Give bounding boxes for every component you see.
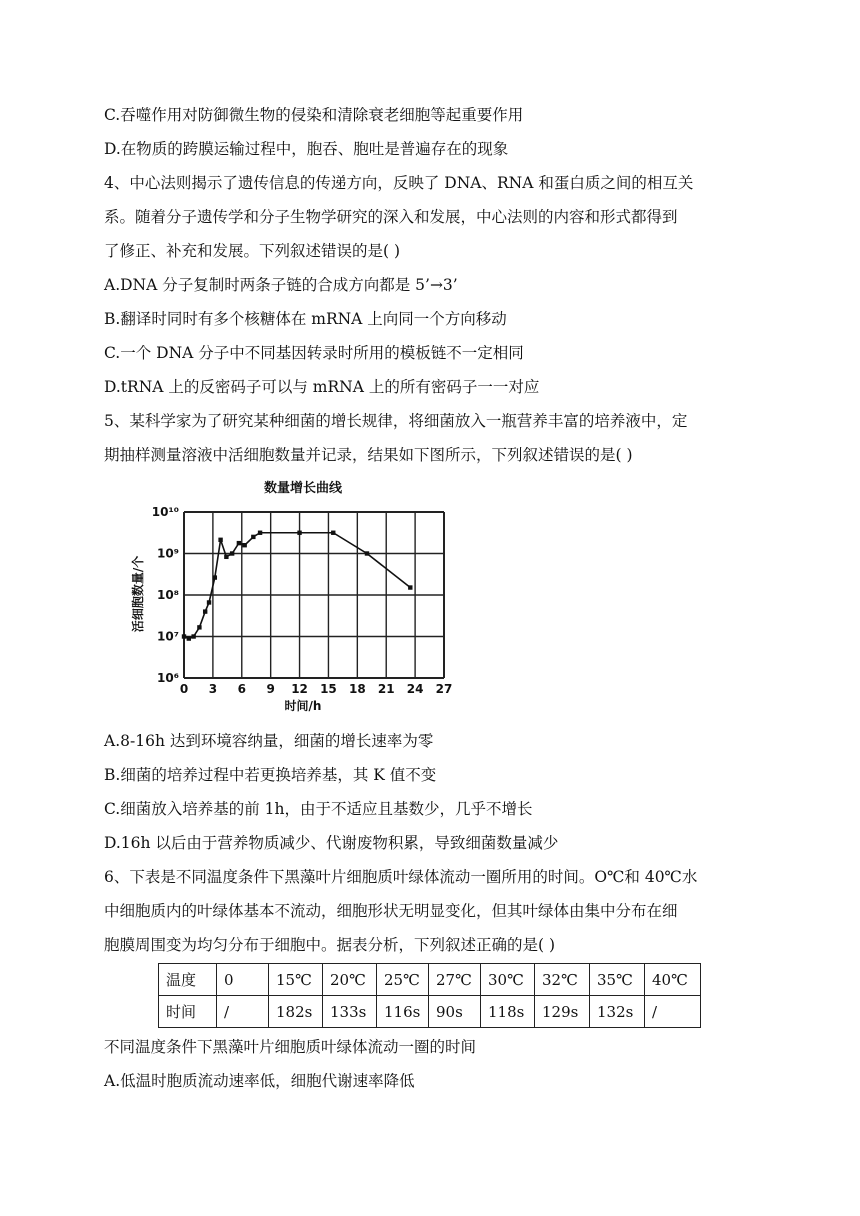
option-b: B.细菌的培养过程中若更换培养基，其 K 值不变: [104, 766, 437, 784]
x-tick-label: 18: [348, 682, 366, 696]
x-tick-label: 15: [320, 682, 337, 696]
data-point: [213, 575, 217, 579]
table-cell: 30℃: [481, 964, 535, 996]
table-cell: 182s: [269, 996, 323, 1028]
data-point: [331, 531, 335, 535]
table-cell: 133s: [323, 996, 377, 1028]
option-d: D.16h 以后由于营养物质减少、代谢废物积累，导致细菌数量减少: [104, 834, 559, 852]
plot-area: [152, 505, 453, 696]
table-cell: 40℃: [645, 964, 701, 996]
text-line: 系。随着分子遗传学和分子生物学研究的深入和发展，中心法则的内容和形式都得到: [104, 208, 678, 226]
option-c: C.细菌放入培养基的前 1h，由于不适应且基数少，几乎不增长: [104, 800, 533, 818]
table-cell: 35℃: [590, 964, 645, 996]
data-point: [182, 634, 186, 638]
table-cell: 129s: [535, 996, 590, 1028]
option-d: D.tRNA 上的反密码子可以与 mRNA 上的所有密码子一一对应: [104, 378, 540, 396]
x-tick-label: 21: [377, 682, 395, 696]
table-cell: 时间: [159, 996, 217, 1028]
data-point: [237, 541, 241, 545]
table-cell: 132s: [590, 996, 645, 1028]
table-cell: 0: [217, 964, 269, 996]
option-a: A.DNA 分子复制时两条子链的合成方向都是 5’→3’: [104, 276, 458, 294]
table-cell: /: [645, 996, 701, 1028]
table-row: [159, 964, 701, 996]
table-cell: 15℃: [269, 964, 323, 996]
table-cell: /: [217, 996, 269, 1028]
x-tick-label: 3: [208, 682, 218, 696]
y-tick-label: 10¹⁰: [151, 505, 179, 519]
question-6-text: 6、下表是不同温度条件下黑藻叶片细胞质叶绿体流动一圈所用的时间。O℃和 40℃水: [104, 868, 698, 886]
data-point: [191, 634, 195, 638]
question-4-text: 4、中心法则揭示了遗传信息的传递方向，反映了 DNA、RNA 和蛋白质之间的相互关: [104, 174, 694, 192]
data-point: [203, 609, 207, 613]
data-point: [297, 531, 301, 535]
data-point: [251, 535, 255, 539]
table-cell: 32℃: [535, 964, 590, 996]
data-point: [258, 531, 262, 535]
x-tick-label: 9: [266, 682, 275, 696]
option-a: A.8-16h 达到环境容纳量，细菌的增长速率为零: [104, 732, 434, 750]
temperature-time-table: [158, 963, 701, 1028]
growth-curve-chart: [128, 476, 468, 716]
table-cell: 90s: [429, 996, 481, 1028]
data-point: [365, 551, 369, 555]
option-b: B.翻译时同时有多个核糖体在 mRNA 上向同一个方向移动: [104, 310, 507, 328]
series-line: [184, 533, 410, 639]
data-point: [408, 585, 412, 589]
x-tick-label: 6: [237, 682, 246, 696]
y-axis-label: 活细胞数量/个: [131, 555, 145, 633]
data-point: [207, 600, 211, 604]
x-axis-label: 时间/h: [284, 699, 322, 713]
data-point: [187, 636, 191, 640]
text-line: 了修正、补充和发展。下列叙述错误的是( ): [104, 242, 401, 260]
table-row: [159, 996, 701, 1028]
question-5-text: 5、某科学家为了研究某种细菌的增长规律，将细菌放入一瓶营养丰富的培养液中，定: [104, 412, 688, 430]
text-line: 胞膜周围变为均匀分布于细胞中。据表分析，下列叙述正确的是( ): [104, 936, 556, 954]
y-tick-label: 10⁷: [157, 629, 179, 644]
table-cell: 27℃: [429, 964, 481, 996]
y-tick-label: 10⁸: [157, 588, 179, 602]
data-point: [224, 555, 228, 559]
x-tick-label: 27: [435, 682, 453, 696]
x-tick-label: 12: [291, 682, 308, 696]
x-tick-label: 0: [179, 682, 189, 696]
data-point: [197, 625, 201, 629]
table-cell: 温度: [159, 964, 217, 996]
data-point: [230, 551, 234, 555]
text-line: C.吞噬作用对防御微生物的侵染和清除衰老细胞等起重要作用: [104, 106, 524, 124]
chart-title: 数量增长曲线: [263, 481, 343, 496]
data-point: [218, 538, 222, 542]
data-point: [242, 543, 246, 547]
x-tick-label: 24: [406, 682, 424, 696]
table-cell: 118s: [481, 996, 535, 1028]
table-cell: 116s: [377, 996, 429, 1028]
table-caption: 不同温度条件下黑藻叶片细胞质叶绿体流动一圈的时间: [104, 1038, 477, 1056]
table-cell: 25℃: [377, 964, 429, 996]
text-line: 中细胞质内的叶绿体基本不流动，细胞形状无明显变化，但其叶绿体由集中分布在细: [104, 902, 678, 920]
option-a: A.低温时胞质流动速率低，细胞代谢速率降低: [104, 1072, 415, 1090]
table-cell: 20℃: [323, 964, 377, 996]
option-c: C.一个 DNA 分子中不同基因转录时所用的模板链不一定相同: [104, 344, 524, 362]
y-tick-label: 10⁹: [157, 546, 179, 561]
text-line: D.在物质的跨膜运输过程中，胞吞、胞吐是普遍存在的现象: [104, 140, 509, 158]
text-line: 期抽样测量溶液中活细胞数量并记录，结果如下图所示，下列叙述错误的是( ): [104, 446, 633, 464]
y-tick-label: 10⁶: [157, 671, 179, 685]
